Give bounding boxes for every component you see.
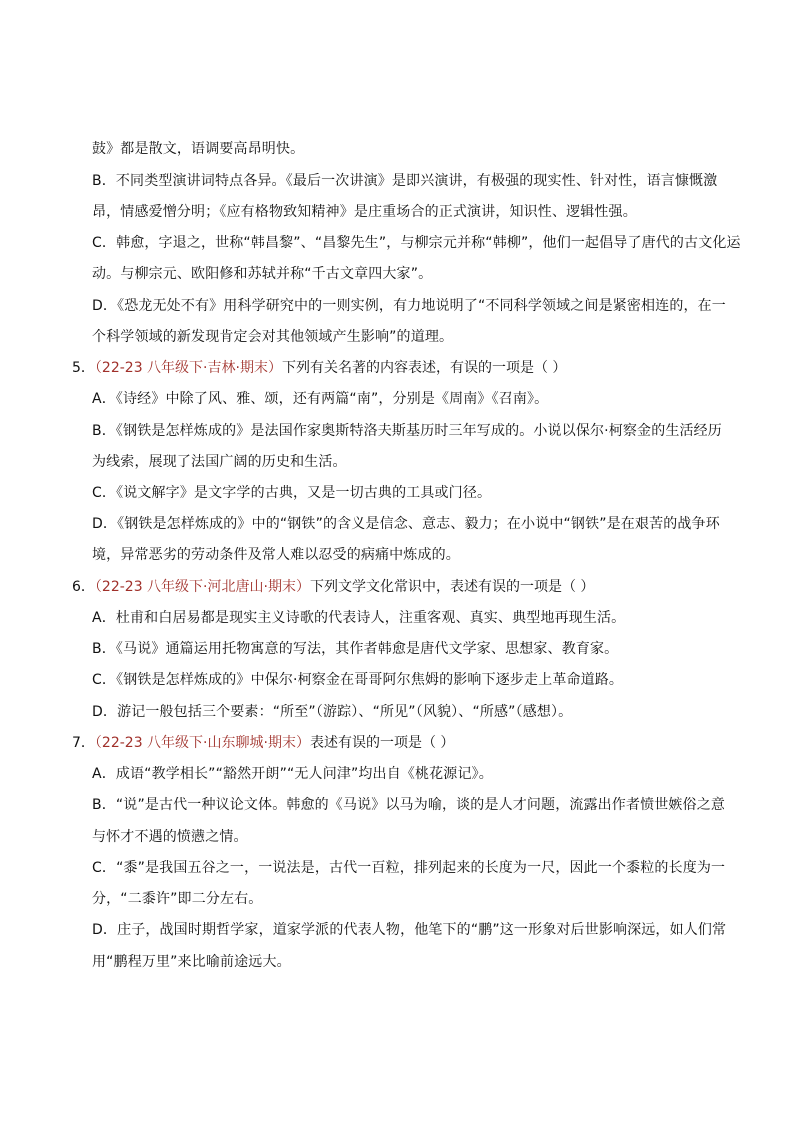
q7-option-a: A．成语“教学相长”“豁然开朗”“无人问津”均出自《桃花源记》。: [92, 766, 493, 782]
question-stem: 下列文学文化常识中，表述有误的一项是（ ）: [309, 579, 595, 595]
q4-option-b-line1: B．不同类型演讲词特点各异。《最后一次讲演》是即兴演讲，有极强的现实性、针对性，语言慷慨激: [92, 173, 718, 189]
question-number: 6．: [72, 579, 95, 595]
question-number: 7．: [72, 735, 95, 751]
question-source: （22-23 八年级下·吉林·期末）: [94, 360, 282, 376]
q4-option-d-line2: 个科学领域的新发现肯定会对其他领域产生影响”的道理。: [92, 329, 454, 345]
question-source: （22-23 八年级下·山东聊城·期末）: [94, 735, 310, 751]
question-stem: 表述有误的一项是（ ）: [309, 735, 455, 751]
q7-option-d-line2: 用“鹏程万里”来比喻前途远大。: [92, 954, 291, 970]
q5-option-b-line1: B．《钢铁是怎样炼成的》是法国作家奥斯特洛夫斯基历时三年写成的。小说以保尔·柯察金的生活经历: [92, 423, 722, 439]
q4-option-c-line2: 动。与柳宗元、欧阳修和苏轼并称“千古文章四大家”。: [92, 266, 433, 282]
question-7-header: [72, 733, 454, 753]
q6-option-a: A．杜甫和白居易都是现实主义诗歌的代表诗人，注重客观、真实、典型地再现生活。: [92, 610, 626, 626]
question-source: （22-23 八年级下·河北唐山·期末）: [94, 579, 310, 595]
question-stem: 下列有关名著的内容表述，有误的一项是（ ）: [281, 360, 567, 376]
q5-option-c: C．《说文解字》是文字学的古典，又是一切古典的工具或门径。: [92, 485, 492, 501]
q5-option-a: A．《诗经》中除了风、雅、颂，还有两篇“南”，分别是《周南》《召南》。: [92, 391, 549, 407]
q5-option-d-line1: D．《钢铁是怎样炼成的》中的“钢铁”的含义是信念、意志、毅力；在小说中“钢铁”是在艰苦的战争环: [92, 516, 720, 532]
q7-option-b-line2: 与怀才不遇的愤懑之情。: [92, 829, 248, 845]
q6-option-b: B．《马说》通篇运用托物寓意的写法，其作者韩愈是唐代文学家、思想家、教育家。: [92, 641, 619, 657]
question-number: 5．: [72, 360, 95, 376]
q7-option-d-line1: D．庄子，战国时期哲学家，道家学派的代表人物，他笔下的“鹏”这一形象对后世影响深远，如人们常: [92, 922, 727, 938]
q4-option-a-cont: 鼓》都是散文，语调要高昂明快。: [92, 141, 305, 157]
q5-option-d-line2: 境，异常恶劣的劳动条件及常人难以忍受的病痛中炼成的。: [92, 547, 460, 563]
q5-option-b-line2: 为线索，展现了法国广阔的历史和生活。: [92, 454, 347, 470]
q7-option-b-line1: B．“说”是古代一种议论文体。韩愈的《马说》以马为喻，谈的是人才问题，流露出作者愤世嫉俗之意: [92, 797, 726, 813]
q4-option-c-line1: C．韩愈，字退之，世称“韩昌黎”、“昌黎先生”，与柳宗元并称“韩柳”，他们一起倡导了唐代的古文化运: [92, 235, 741, 251]
q4-option-d-line1: D．《恐龙无处不有》用科学研究中的一则实例，有力地说明了“不同科学领域之间是紧密相连的，在一: [92, 298, 726, 314]
question-6-header: [72, 577, 594, 597]
q4-option-b-line2: 昂，情感爱憎分明；《应有格物致知精神》是庄重场合的正式演讲，知识性、逻辑性强。: [92, 204, 637, 220]
q7-option-c-line1: C．“黍”是我国五谷之一，一说法是，古代一百粒，排列起来的长度为一尺，因此一个黍粒的长度为一: [92, 860, 726, 876]
q7-option-c-line2: 分，“二黍许”即二分左右。: [92, 891, 263, 907]
q6-option-c: C．《钢铁是怎样炼成的》中保尔·柯察金在哥哥阿尔焦姆的影响下逐步走上革命道路。: [92, 672, 624, 688]
question-5-header: [72, 358, 566, 378]
q6-option-d: D．游记一般包括三个要素：“所至”（游踪）、“所见”（风貌）、“所感”（感想）。: [92, 704, 573, 720]
